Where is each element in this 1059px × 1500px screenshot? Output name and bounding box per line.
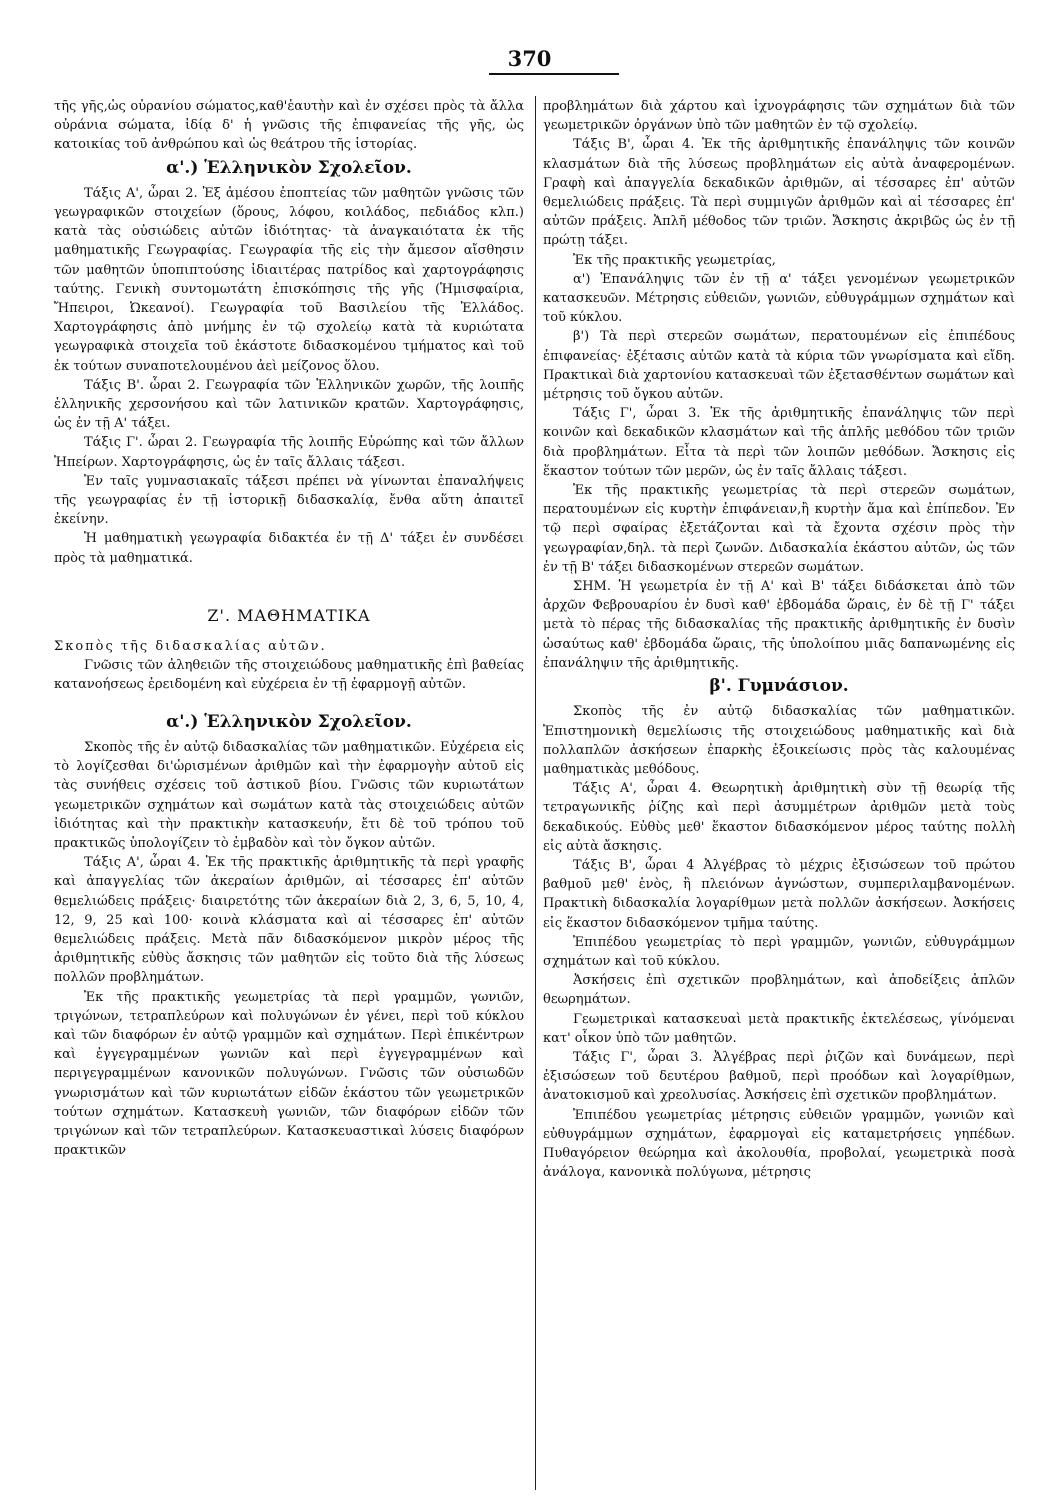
paragraph: Τάξις Γ', ὧραι 3. Ἐκ τῆς ἀριθμητικῆς ἐπανάληψις τῶν περὶ κοινῶν καὶ δεκαδικῶν κλασμάτων καὶ τῆς ἁπλῆς μεθόδου τῶν τριῶν διὰ προβλημάτων. Εἶτα τὰ περὶ τῶν λοιπῶν μεθόδων. Ἄσκησις εἰς ἕκαστον τούτων τῶν μερῶν, ὡς ἐν ταῖς ἄλλαις τάξεσι. <box>543 406 1015 479</box>
paragraph: Τάξις Β', ὧραι 4. Ἐκ τῆς ἀριθμητικῆς ἐπανάληψις τῶν κοινῶν κλασμάτων διὰ τῆς λύσεως προβλημάτων εἰς αὐτὰ ἀναφερομένων. Γραφὴ καὶ ἀπαγγελία δεκαδικῶν ἀριθμῶν, αἱ τέσσαρες ἐπ' αὐτῶν θεμελιώδεις πράξεις. Τὰ περὶ συμμιγῶν ἀριθμῶν καὶ αἱ τέσσαρες ἐπ' αὐτῶν πράξεις. Ἁπλῆ μέθοδος τῶν τριῶν. Ἄσκησις ἀκριβῶς ὡς ἐν τῇ πρώτῃ τάξει. <box>543 137 1015 249</box>
column-divider <box>535 96 536 1490</box>
paragraph: Τάξις Β'. ὧραι 2. Γεωγραφία τῶν Ἑλληνικῶν χωρῶν, τῆς λοιπῆς ἑλληνικῆς χερσονήσου καὶ τῶν λατινικῶν κρατῶν. Χαρτογράφησις, ὡς ἐν τῇ Α' τάξει. <box>54 377 524 432</box>
paragraph: Τάξις Β', ὧραι 4 Ἀλγέβρας τὸ μέχρις ἐξισώσεων τοῦ πρώτου βαθμοῦ μεθ' ἑνὸς, ἢ πλειόνων ἀγνώστων, συμπεριλαμβανομένων. Πρακτικὴ διδασκαλία λογαρίθμων μετὰ πολλῶν ἀσκήσεων. Ἀσκήσεις εἰς ἕκαστον διδασκόμενον τμῆμα ταύτης. <box>543 857 1015 931</box>
paragraph: Ἡ μαθηματικὴ γεωγραφία διδακτέα ἐν τῇ Δ' τάξει ἐν συνδέσει πρὸς τὰ μαθηματικά. <box>54 531 524 566</box>
paragraph: Ἐν ταῖς γυμνασιακαῖς τάξεσι πρέπει νὰ γίνωνται ἐπαναλήψεις τῆς γεωγραφίας ἐν τῇ ἱστορικῇ διδασκαλίᾳ, ἔνθα αὕτη ἀπαιτεῖ ἐκείνην. <box>54 473 524 528</box>
paragraph: Γνῶσις τῶν ἀληθειῶν τῆς στοιχειώδους μαθηματικῆς ἐπὶ βαθείας κατανοήσεως ἐρειδομένη καὶ εὐχέρεια ἐν τῇ ἐφαρμογῇ αὐτῶν. <box>54 658 524 693</box>
paragraph: Τάξις Α', ὧραι 4. Θεωρητικὴ ἀριθμητικὴ σὺν τῇ θεωρίᾳ τῆς τετραγωνικῆς ῥίζης καὶ περὶ ἀσυμμέτρων ἀριθμῶν μετὰ τοὺς δεκαδικούς. Εὐθὺς μεθ' ἕκαστον διδασκόμενον μέρος ταύτης πολλὴ εἰς αὐτὰ ἄσκησις. <box>543 781 1015 854</box>
paragraph: τῆς γῆς,ὡς οὐρανίου σώματος,καθ'ἑαυτὴν καὶ ἐν σχέσει πρὸς τὰ ἄλλα οὐράνια σώματα, ἰδίᾳ δ' ἡ γνῶσις τῆς ἐπιφανείας τῆς γῆς, ὡς κατοικίας τοῦ ἀνθρώπου καὶ ὡς θεάτρου τῆς ἱστορίας. <box>54 99 524 153</box>
paragraph: Ἀσκήσεις ἐπὶ σχετικῶν προβλημάτων, καὶ ἀποδείξεις ἁπλῶν θεωρημάτων. <box>543 973 1015 1008</box>
paragraph: Γεωμετρικαὶ κατασκευαὶ μετὰ πρακτικῆς ἐκτελέσεως, γίνόμεναι κατ' οἶκον ὑπὸ τῶν μαθητῶν. <box>543 1011 1015 1046</box>
paragraph: Τάξις Α', ὧραι 2. Ἐξ ἀμέσου ἐποπτείας τῶν μαθητῶν γνῶσις τῶν γεωγραφικῶν στοιχείων (ὅρους, λόφου, κοιλάδος, πεδιάδος κλπ.) κατὰ τὰς οὐσιώδεις αὐτῶν ἰδιότητας· τὰ ἀναγκαιότατα ἐκ τῆς μαθηματικῆς Γεωγραφίας. Γεωγραφία τῆς εἰς τὴν ἄμεσον αἴσθησιν τῶν μαθητῶν ὑποπιπτούσης ἰδιαιτέρας πατρίδος καὶ χαρτογράφησις ταύτης. Γενικὴ συντομωτάτη ἐπισκόπησις τῆς γῆς (Ἡμισφαίρια, Ἤπειροι, Ὠκεανοί). Γεωγραφία τοῦ Βασιλείου τῆς Ἑλλάδος. Χαρτογράφησις ἀπὸ μνήμης ἐν τῷ σχολείῳ κατὰ τὰ κυριώτατα γεωγραφικὰ στοιχεῖα τοῦ ἑκάστοτε διδασκομένου τμήματος καὶ τοῦ ἐκ τούτων συναποτελουμένου ἀεὶ μείζονος ὅλου. <box>54 185 524 374</box>
right-column <box>543 97 1015 1182</box>
paragraph: β') Τὰ περὶ στερεῶν σωμάτων, περατουμένων εἰς ἐπιπέδους ἐπιφανείας· ἐξέτασις αὐτῶν κατὰ τὰ κύρια τῶν γνωρίσματα καὶ εἴδη. Πρακτικαὶ διὰ χαρτονίου κατασκευαὶ τῶν ἐξετασθέντων σωμάτων καὶ μέτρησις τοῦ ὄγκου αὐτῶν. <box>543 329 1015 403</box>
subheading-purpose: Σκοπὸς τῆς διδασκαλίας αὐτῶν. <box>54 639 327 655</box>
section-heading: α'.) Ἑλληνικὸν Σχολεῖον. <box>166 711 412 732</box>
left-column <box>54 97 524 1160</box>
page-number-rule <box>489 73 619 75</box>
spacer <box>54 695 524 709</box>
section-heading: α'.) Ἑλληνικὸν Σχολεῖον. <box>166 157 412 178</box>
paragraph: Ἐκ τῆς πρακτικῆς γεωμετρίας τὰ περὶ στερεῶν σωμάτων, περατουμένων εἰς κυρτὴν ἐπιφάνειαν,ἢ κυρτὴν ἅμα καὶ ἐπίπεδον. Ἐν τῷ περὶ σφαίρας ἐξετάζονται καὶ τὰ ἔχοντα σχέσιν πρὸς τὴν γεωγραφίαν,δηλ. τὰ περὶ ζωνῶν. Διδασκαλία ἑκάστου αὐτῶν, ὡς τῶν ἐν τῇ Β' τάξει διδασκομένων στερεῶν σωμάτων. <box>543 483 1015 575</box>
paragraph: Ἐκ τῆς πρακτικῆς γεωμετρίας τὰ περὶ γραμμῶν, γωνιῶν, τριγώνων, τετραπλεύρων καὶ πολυγώνων ἐν γένει, περὶ τοῦ κύκλου καὶ τῶν διαφόρων ἐν αὐτῷ γραμμῶν καὶ σχημάτων. Περὶ ἐπικέντρων καὶ ἐγγεγραμμένων γωνιῶν καὶ περὶ ἐγγεγραμμένων καὶ περιγεγραμμένων κανονικῶν πολυγώνων. Γνῶσις τῶν οὐσιωδῶν γνωρισμάτων καὶ τῶν κυριωτάτων εἰδῶν ἑκάστου τῶν γεωμετρικῶν τούτων σχημάτων. Κατασκευὴ γωνιῶν, τῶν διαφόρων εἰδῶν τῶν τριγώνων καὶ τῶν τετραπλεύρων. Κατασκευαστικαὶ λύσεις διαφόρων πρακτικῶν <box>54 989 524 1159</box>
paragraph: α') Ἐπανάληψις τῶν ἐν τῇ α' τάξει γενομένων γεωμετρικῶν κατασκευῶν. Μέτρησις εὐθειῶν, γωνιῶν, εὐθυγράμμων σχημάτων καὶ τοῦ κύκλου. <box>543 271 1015 326</box>
chapter-heading: Ζ'. ΜΑΘΗΜΑΤΙΚΑ <box>207 605 371 625</box>
page-number: 370 <box>507 46 552 71</box>
paragraph: ΣΗΜ. Ἡ γεωμετρία ἐν τῇ Α' καὶ Β' τάξει διδάσκεται ἀπὸ τῶν ἀρχῶν Φεβρουαρίου ἐν δυσὶ καθ' ἑβδομάδα ὥραις, ἐν δὲ τῇ Γ' τάξει μετὰ τὸ πέρας τῆς διδασκαλίας τῆς πρακτικῆς ἀριθμητικῆς ἐν δυσὶν ὡσαύτως καθ' ἑβδομάδα ὥραις, τῆς ὑπολοίπου μιᾶς δαπανωμένης εἰς ἐπανάληψιν τῆς ἀριθμητικῆς. <box>543 579 1015 671</box>
paragraph: Τάξις Γ', ὧραι 3. Ἀλγέβρας περὶ ῥιζῶν καὶ δυνάμεων, περὶ ἐξισώσεων τοῦ δευτέρου βαθμοῦ, περὶ προόδων καὶ λογαρίθμων, ἀνατοκισμοῦ καὶ χρεολυσίας. Ἀσκήσεις ἐπὶ σχετικῶν προβλημάτων. <box>543 1049 1015 1104</box>
paragraph: Σκοπὸς τῆς ἐν αὐτῷ διδασκαλίας τῶν μαθηματικῶν. Ἐπιστημονικὴ θεμελίωσις τῆς στοιχειώδους μαθηματικῆς καὶ διὰ πολλαπλῶν ἀσκήσεων ἐπαρκὴς ἐξοικείωσις πρὸς τὰς καλουμένας μαθηματικὰς μεθόδους. <box>543 704 1015 777</box>
paragraph: Τάξις Α', ὧραι 4. Ἐκ τῆς πρακτικῆς ἀριθμητικῆς τὰ περὶ γραφῆς καὶ ἀπαγγελίας τῶν ἀκεραίων ἀριθμῶν, αἱ τέσσαρες ἐπ' αὐτῶν θεμελιώδεις πράξεις· διαιρετότης τῶν ἀκεραίων διὰ 2, 3, 6, 5, 10, 4, 12, 9, 25 καὶ 100· κοινὰ κλάσματα καὶ αἱ τέσσαρες ἐπ' αὐτῶν θεμελιώδεις πράξεις. Μετὰ πᾶν διδασκόμενον μικρὸν μέρος τῆς ἀριθμητικῆς εὐθὺς ἄσκησις τῶν μαθητῶν εἰς τοῦτο διὰ τῆς λύσεως πολλῶν προβλημάτων. <box>54 855 524 986</box>
paragraph: Σκοπὸς τῆς ἐν αὐτῷ διδασκαλίας τῶν μαθηματικῶν. Εὐχέρεια εἰς τὸ λογίζεσθαι δι'ὡρισμένων ἀριθμῶν καὶ τὴν ἐφαρμογὴν αὐτοῦ εἰς τὰς συνήθεις σχέσεις τοῦ ἀστικοῦ βίου. Γνῶσις τῶν κυριωτάτων γεωμετρικῶν σχημάτων καὶ σωμάτων κατὰ τὰς στοιχειώδεις αὐτῶν ἰδιότητας καὶ τὴν πρακτικὴν κατασκευήν, ἔτι δὲ τοῦ τρόπου τοῦ πρακτικῶς ὑπολογίζειν τὸ ἐμβαδὸν καὶ τὸν ὄγκον αὐτῶν. <box>54 739 524 851</box>
paragraph: Ἐκ τῆς πρακτικῆς γεωμετρίας, <box>573 252 776 268</box>
paragraph: Ἐπιπέδου γεωμετρίας τὸ περὶ γραμμῶν, γωνιῶν, εὐθυγράμμων σχημάτων καὶ τοῦ κύκλου. <box>543 934 1015 969</box>
paragraph: Τάξις Γ'. ὧραι 2. Γεωγραφία τῆς λοιπῆς Εὐρώπης καὶ τῶν ἄλλων Ἠπείρων. Χαρτογράφησις, ὡς ἐν ταῖς ἄλλαις τάξεσι. <box>54 435 524 470</box>
section-heading: β'. Γυμνάσιον. <box>709 676 849 697</box>
paragraph: προβλημάτων διὰ χάρτου καὶ ἰχνογράφησις τῶν σχημάτων διὰ τῶν γεωμετρικῶν ὀργάνων ὑπὸ τῶν μαθητῶν ἐν τῷ σχολείῳ. <box>543 99 1015 134</box>
paragraph: Ἐπιπέδου γεωμετρίας μέτρησις εὐθειῶν γραμμῶν, γωνιῶν καὶ εὐθυγράμμων σχημάτων, ἐφαρμογαὶ εἰς καταμετρήσεις γηπέδων. Πυθαγόρειον θεώρημα καὶ ἀκολουθία, προβολαί, γεωμετρικὰ ποσὰ ἀνάλογα, κανονικὰ πολύγωνα, μέτρησις <box>543 1107 1015 1181</box>
